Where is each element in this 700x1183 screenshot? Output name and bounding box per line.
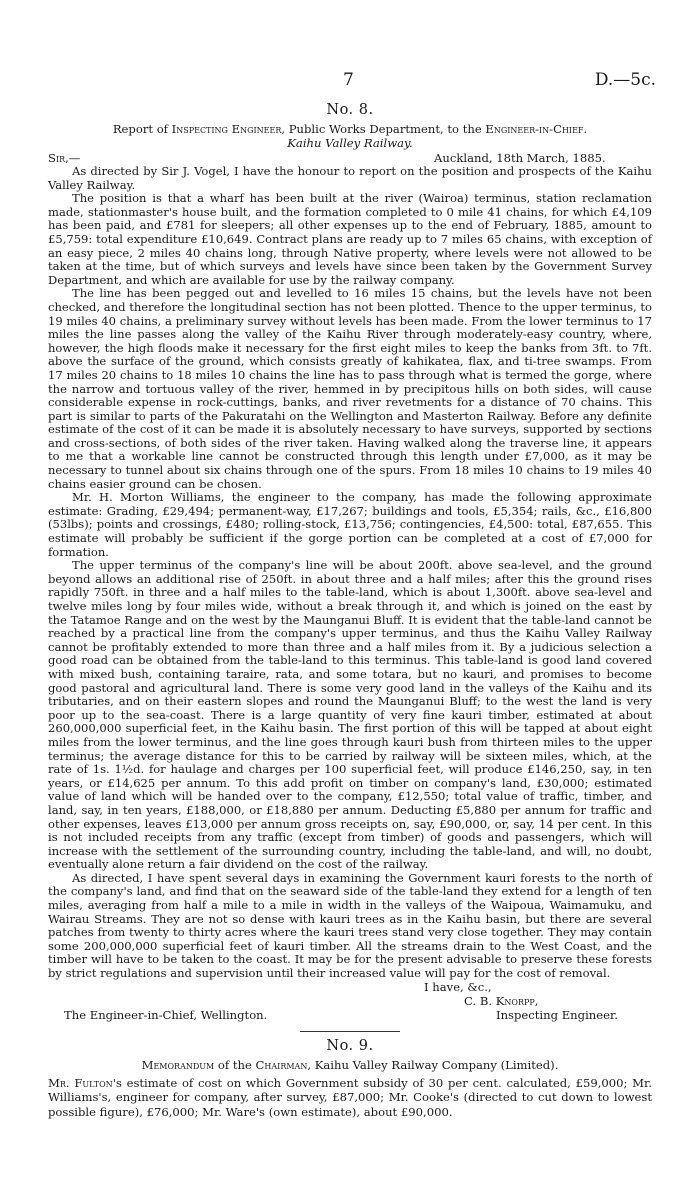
report-paragraph: As directed, I have spent several days in examining the Government kauri forests to the north of the company's land, and find that on the seaward side of the table-land they extend for a length of ten miles, averaging from half a mile to a mile in width in the valleys of the Waipoua, Waimamuku, and Wairau Streams. They are not so dense with kauri trees as in the Kaihu basin, but there are several patches from twenty to thirty acres where the kauri trees stand very close together. They may contain some 200,000,000 superficial feet of kauri timber. All the streams drain to the West Coast, and the timber will have to be taken to the coast. It may be for the present advisable to preserve these forests by strict regulations and supervision until their increased value will pay for the cost of removal.: [48, 870, 652, 981]
addressee-line: [48, 1009, 652, 1023]
doc8-subtitle: Kaihu Valley Railway.: [287, 136, 413, 150]
salutation-row: [48, 151, 652, 165]
doc8-number: No. 8.: [326, 102, 374, 118]
page-header: [0, 70, 700, 94]
date-line: Auckland, 18th March, 1885.: [434, 151, 606, 165]
report-paragraph: Mr. H. Morton Williams, the engineer to the company, has made the following approximate estimate: Grading, £29,494; permanent-way, £17,267; buildings and tools, £5,354; rails, &c., £16,800 (53lbs); points and crossings, £480; rolling-stock, £13,756; contingencies, £4,500: total, £87,655. This estimate will probably be sufficient if the gorge portion can be completed at a cost of £7,000 for formation.: [48, 490, 652, 559]
report-paragraph: The upper terminus of the company's line will be about 200ft. above sea-level, and the ground beyond allows an additional rise of 250ft. in about three and a half miles; after this the ground rises rapidly 750ft. in three and a half miles to the table-land, which is about 1,300ft. above sea-level and twelve miles long by four miles wide, without a break through it, and which is joined on the east by the Tatamoe Range and on the west by the Maunganui Bluff. It is evident that the table-land cannot be reached by a practical line from the company's upper terminus, and thus the Kaihu Valley Railway cannot be profitably extended to more than three and a half miles from it. By a judicious selection a good road can be obtained from the table-land to this terminus. This table-land is good land covered with mixed bush, containing taraire, rata, and some totara, but no kauri, and promises to become good pastoral and agricultural land. There is some very good land in the valleys of the Kaihu and its tributaries, and on their eastern slopes and round the Maunganui Bluff; to the west the land is very poor up to the sea-coast. There is a large quantity of very fine kauri timber, estimated at about 260,000,000 superficial feet, in the Kaihu basin. The first portion of this will be tapped at about eight miles from the lower terminus, and the line goes through kauri bush from thirteen miles to the upper terminus; the average distance for this to be carried by railway will be sixteen miles, which, at the rate of 1s. 1½d. for haulage and charges per 100 superficial feet, will produce £146,250, say, in ten years, or £14,625 per annum. To this add profit on timber on company's land, £30,000; estimated value of land which will be handed over to the company, £12,550; total value of traffic, timber, and land, say, in ten years, £188,000, or £18,880 per annum. Deducting £5,880 per annum for traffic and other expenses, leaves £13,000 per annum gross receipts on, say, £90,000, or, say, 14 per cent. In this is not included receipts from any traffic (except from timber) of goods and passengers, which will increase with the settlement of the surrounding country, including the table-land, and will, no doubt, eventually alone return a fair dividend on the cost of the railway.: [48, 558, 652, 872]
signer-name: C. B. Knorpp,: [464, 993, 539, 1008]
doc9-title: Memorandum of the Chairman, Kaihu Valley Railway Company (Limited).: [141, 1057, 559, 1072]
signer-line: [48, 995, 652, 1009]
report-paragraph: As directed by Sir J. Vogel, I have the honour to report on the position and prospects of the Kaihu Valley Railway.: [48, 164, 652, 192]
report-paragraph: The position is that a wharf has been built at the river (Wairoa) terminus, station reclamation made, stationmaster's house built, and the formation completed to 0 mile 41 chains, for which £4,109 has been paid, and £781 for sleepers; all other expenses up to the end of February, 1885, amount to £5,759: total expenditure £10,649. Contract plans are ready up to 7 miles 65 chains, with exception of an easy piece, 2 miles 40 chains long, through Native property, where levels were not allowed to be taken at the time, but of which surveys and levels have since been taken by the Government Survey Department, and which are available for use by the railway company.: [48, 191, 652, 287]
document-reference: D.—5c.: [594, 70, 656, 90]
doc8-title: Report of Inspecting Engineer, Public Works Department, to the Engineer-in-Chief.: [112, 122, 588, 136]
page-body: [48, 102, 652, 1119]
memo-body: Mr. Fulton's estimate of cost on which Government subsidy of 30 per cent. calculated, £59,000; Mr. Williams's, engineer for company, after survey, £87,000; Mr. Cooke's (directed to cut down to lowest possible figure), £76,000; Mr. Ware's (own estimate), about £90,000.: [48, 1075, 653, 1119]
signer-title: Inspecting Engineer.: [496, 1007, 618, 1022]
salutation: Sir,—: [48, 151, 81, 165]
page-number: 7: [343, 70, 354, 90]
closing: I have, &c.,: [424, 979, 492, 994]
doc9-number: No. 9.: [326, 1037, 374, 1054]
section-divider: [300, 1031, 400, 1032]
report-paragraph: The line has been pegged out and levelled to 16 miles 15 chains, but the levels have not been checked, and therefore the longitudinal section has not been plotted. Thence to the upper terminus, to 19 miles 40 chains, a preliminary survey without levels has been made. From the lower terminus to 17 miles the line passes along the valley of the Kaihu River through moderately-easy country, where, however, the high floods make it necessary for the first eight miles to keep the banks from 3ft. to 7ft. above the surface of the ground, which consists greatly of kahikatea, flax, and ti-tree swamps. From 17 miles 20 chains to 18 miles 10 chains the line has to pass through what is termed the gorge, where the narrow and tortuous valley of the river, hemmed in by precipitous hills on both sides, will cause considerable expense in rock-cuttings, banks, and river revetments for a distance of 70 chains. This part is similar to parts of the Pakuratahi on the Wellington and Masterton Railway. Before any definite estimate of the cost of it can be made it is absolutely necessary to have surveys, supported by sections and cross-sections, of both sides of the river taken. Having walked along the traverse line, it appears to me that a workable line cannot be constructed through this length under £7,000, as it may be necessary to tunnel about six chains through one of the spurs. From 18 miles 10 chains to 19 miles 40 chains easier ground can be chosen.: [48, 286, 652, 491]
closing-line: [48, 981, 652, 995]
addressee: The Engineer-in-Chief, Wellington.: [64, 1007, 268, 1022]
